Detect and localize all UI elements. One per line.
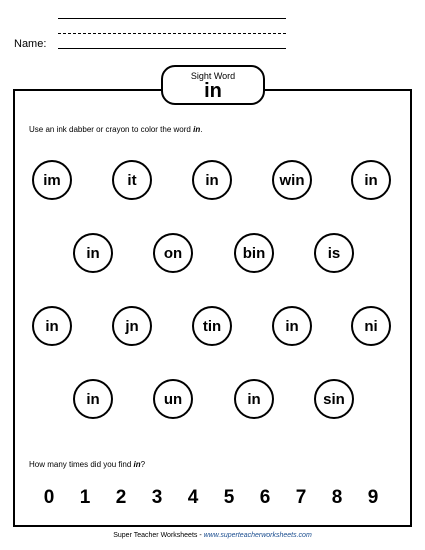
word-circle[interactable]: is: [314, 233, 354, 273]
instruction-prefix: Use an ink dabber or crayon to color the word: [29, 125, 194, 134]
name-area: [0, 0, 425, 60]
answer-number[interactable]: 2: [115, 487, 127, 508]
word-circle[interactable]: im: [32, 160, 72, 200]
answer-number[interactable]: 7: [295, 487, 307, 508]
instruction-word: in: [193, 125, 201, 134]
word-circle[interactable]: in: [32, 306, 72, 346]
word-circle[interactable]: in: [73, 379, 113, 419]
footer-brand: Super Teacher Worksheets -: [113, 532, 204, 539]
question-text: [29, 460, 145, 469]
word-circle[interactable]: in: [192, 160, 232, 200]
word-circle[interactable]: bin: [234, 233, 274, 273]
name-label: Name:: [14, 38, 47, 50]
dashed-guide-line: [58, 33, 286, 34]
word-circle[interactable]: in: [272, 306, 312, 346]
footer: [0, 532, 425, 539]
footer-url[interactable]: www.superteacherworksheets.com: [203, 532, 312, 539]
instruction-text: [29, 125, 202, 134]
question-word: in: [133, 460, 141, 469]
sight-word-title-box: [161, 65, 265, 105]
word-circle[interactable]: tin: [192, 306, 232, 346]
answer-number[interactable]: 0: [43, 487, 55, 508]
title-word: in: [204, 80, 222, 102]
answer-number[interactable]: 6: [259, 487, 271, 508]
word-circle[interactable]: ni: [351, 306, 391, 346]
top-line: [58, 18, 286, 19]
answer-number[interactable]: 4: [187, 487, 199, 508]
word-circle[interactable]: sin: [314, 379, 354, 419]
word-circle[interactable]: win: [272, 160, 312, 200]
title-subtitle: Sight Word: [190, 71, 236, 81]
word-circle[interactable]: jn: [112, 306, 152, 346]
word-circle[interactable]: in: [234, 379, 274, 419]
instruction-suffix: .: [200, 125, 203, 134]
answer-number[interactable]: 9: [367, 487, 379, 508]
word-circle[interactable]: in: [351, 160, 391, 200]
answer-number[interactable]: 5: [223, 487, 235, 508]
name-write-line[interactable]: [58, 48, 286, 49]
question-prefix: How many times did you find: [29, 460, 134, 469]
word-circle[interactable]: it: [112, 160, 152, 200]
word-circle[interactable]: in: [73, 233, 113, 273]
answer-number-row: [40, 487, 380, 511]
answer-number[interactable]: 8: [331, 487, 343, 508]
answer-number[interactable]: 3: [151, 487, 163, 508]
word-circle[interactable]: un: [153, 379, 193, 419]
question-suffix: ?: [140, 460, 146, 469]
word-circle[interactable]: on: [153, 233, 193, 273]
answer-number[interactable]: 1: [79, 487, 91, 508]
